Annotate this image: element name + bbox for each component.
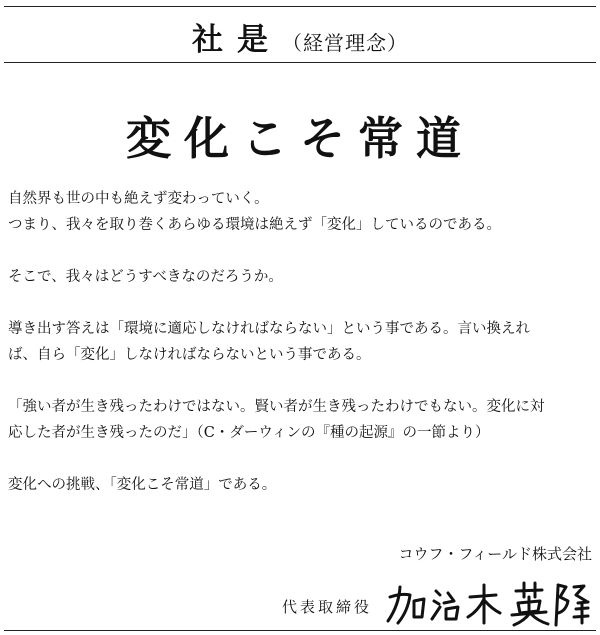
bottom-border	[4, 630, 596, 631]
paragraph-line: 自然界も世の中も絶えず変わっていく。	[8, 191, 269, 207]
company-name: コウフ・フィールド株式会社	[398, 545, 592, 563]
paragraph-line: そこで、我々はどうすべきなのだろうか。	[8, 269, 283, 285]
signature-text: 加治木英隆	[384, 577, 389, 578]
paragraph-line: 変化への挑戦、「変化こそ常道」である。	[8, 477, 277, 493]
philosophy-text	[8, 186, 596, 498]
paragraph-line: ば、自ら「変化」しなければならないという事である。	[8, 347, 371, 363]
paragraph-line: つまり、我々を取り巻くあらゆる環境は絶えず「変化」しているのである。	[8, 217, 501, 233]
representative-title: 代表取締役	[282, 598, 373, 616]
top-border	[4, 6, 596, 7]
paragraph-line: 「強い者が生き残ったわけではない。賢い者が生き残ったわけでもない。変化に対	[8, 399, 545, 415]
paragraph-line: 導き出す答えは「環境に適応しなければならない」という事である。言い換えれ	[8, 321, 530, 337]
page-heading	[0, 14, 600, 59]
paragraph-line: 応した者が生き残ったのだ」（C・ダーウィンの『種の起源』の一節より）	[8, 425, 490, 441]
heading-subtitle: （経営理念）	[282, 31, 408, 55]
header-divider	[4, 62, 596, 63]
signature-image	[384, 577, 590, 629]
company-motto: 変化こそ常道	[125, 112, 474, 165]
heading-title: 社是	[192, 22, 282, 58]
